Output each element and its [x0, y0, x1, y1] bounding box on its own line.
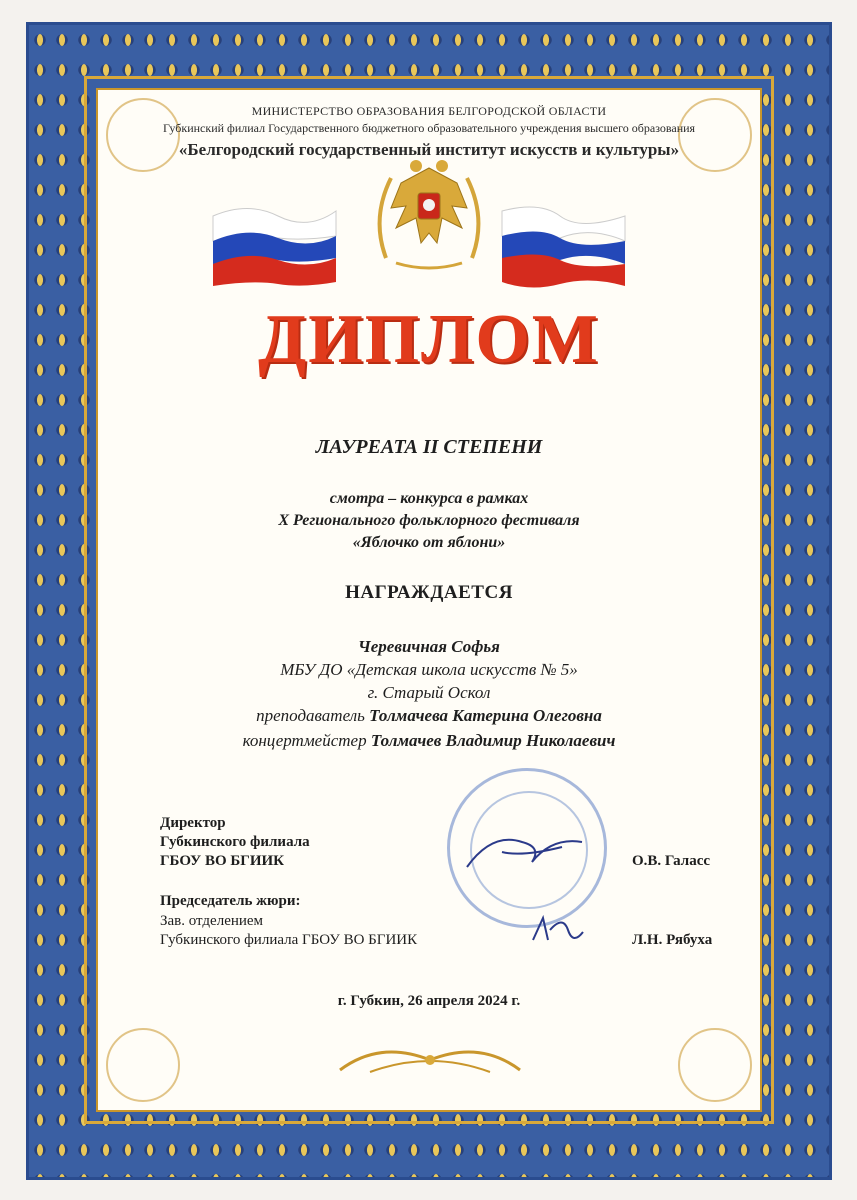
jury-signature: [528, 910, 588, 950]
recipient-school: МБУ ДО «Детская школа искусств № 5»: [280, 660, 578, 679]
director-title-2: Губкинского филиала: [160, 834, 310, 850]
ministry-header: МИНИСТЕРСТВО ОБРАЗОВАНИЯ БЕЛГОРОДСКОЙ ОБЛАСТИ: [251, 104, 607, 118]
contest-line-1: смотра – конкурса в рамках: [329, 490, 529, 507]
contest-line-3: «Яблочко от яблони»: [352, 534, 506, 551]
russian-flag-ribbon-left: [208, 196, 338, 288]
issue-date: г. Губкин, 26 апреля 2024 г.: [337, 993, 521, 1009]
recipient-city: г. Старый Оскол: [367, 683, 491, 702]
accompanist-line: [96, 731, 762, 751]
bottom-ornament: [330, 1040, 530, 1080]
coat-of-arms-emblem: [366, 148, 492, 272]
awarded-heading: НАГРАЖДАЕТСЯ: [345, 582, 513, 603]
contest-line-2: X Регионального фольклорного фестиваля: [278, 512, 580, 529]
russian-flag-ribbon-right: [500, 196, 630, 288]
accompanist-label: концертмейстер: [242, 731, 367, 750]
branch-header: Губкинский филиал Государственного бюджетного образовательного учреждения высшего образования: [162, 121, 696, 135]
director-name: О.В. Галасс: [632, 853, 711, 869]
teacher-name: Толмачева Катерина Олеговна: [369, 706, 602, 725]
jury-title-2: Зав. отделением: [160, 913, 264, 929]
jury-name: Л.Н. Рябуха: [632, 932, 713, 948]
accompanist-name: Толмачев Владимир Николаевич: [370, 731, 616, 750]
corner-ornament: [678, 1028, 752, 1102]
recipient-name: Черевичная Софья: [358, 637, 500, 656]
director-signature: [462, 812, 592, 882]
corner-ornament: [106, 1028, 180, 1102]
director-title-1: Директор: [160, 815, 226, 831]
laureate-degree: ЛАУРЕАТА II СТЕПЕНИ: [315, 436, 543, 458]
jury-title-1: Председатель жюри:: [160, 893, 301, 909]
jury-title-3: Губкинского филиала ГБОУ ВО БГИИК: [160, 932, 418, 948]
teacher-line: [96, 706, 762, 726]
director-title-3: ГБОУ ВО БГИИК: [160, 853, 285, 869]
institute-header: «Белгородский государственный институт искусств и культуры»: [178, 140, 680, 159]
diploma-title: ДИПЛОМ: [258, 301, 600, 378]
teacher-label: преподаватель: [256, 706, 365, 725]
